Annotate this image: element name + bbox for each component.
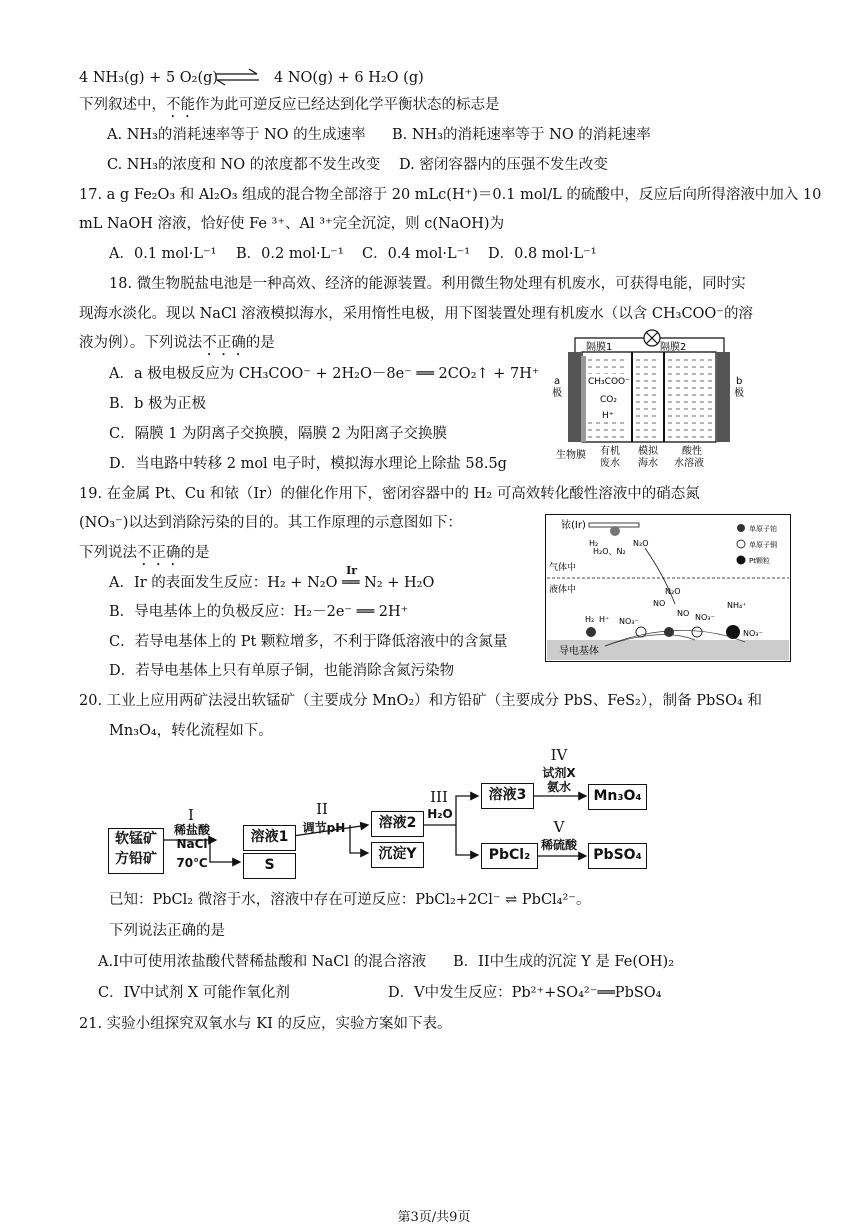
label-acid-1: 酸性 bbox=[682, 446, 702, 457]
fig-n2o-mid: N₂O bbox=[665, 587, 681, 596]
flow-step1-roman: I bbox=[188, 806, 194, 824]
flow-solution2-box: 溶液2 bbox=[371, 811, 424, 837]
q19-line2: (NO₃⁻)以达到消除污染的目的。其工作原理的示意图如下： bbox=[79, 515, 462, 531]
electrode-a bbox=[568, 352, 581, 442]
q18-option-a: A．a 极电极反应为 CH₃COO⁻ + 2H₂O－8e⁻ ══ 2CO₂↑ + 7H⁺ bbox=[109, 366, 540, 382]
q20-option-b: B．II中生成的沉淀 Y 是 Fe(OH)₂ bbox=[453, 954, 675, 970]
label-organic-1: 有机 bbox=[600, 446, 620, 457]
q18-line3-emphasis: 不正确 bbox=[202, 335, 246, 351]
page-footer: 第3页/共9页 bbox=[397, 1210, 471, 1225]
q16-option-c: C. NH₃的浓度和 NO 的浓度都不发生改变 bbox=[107, 157, 381, 173]
flow-mn3o4-box: Mn₃O₄ bbox=[588, 784, 647, 810]
q19-option-c: C．若导电基体上的 Pt 颗粒增多，不利于降低溶液中的含氮量 bbox=[109, 634, 508, 650]
liquid-label: 液体中 bbox=[549, 585, 577, 595]
species-acetate: CH₃COO⁻ bbox=[588, 377, 630, 387]
q16-stem-b: 作为此可逆反应已经达到化学平衡状态的标志是 bbox=[195, 97, 500, 113]
electrode-b-label-2: 极 bbox=[734, 388, 744, 399]
q17-line1: 17. a g Fe₂O₃ 和 Al₂O₃ 组成的混合物全部溶于 20 mLc(H⁺)＝0.1 mol/L 的硫酸中，反应后向所得溶液中加入 10 bbox=[79, 187, 822, 203]
legend-ptparticle-icon bbox=[737, 556, 746, 565]
label-seawater-1: 模拟 bbox=[638, 446, 658, 457]
fig-no-1: NO bbox=[653, 599, 666, 608]
q19-option-d: D．若导电基体上只有单原子铜，也能消除含氮污染物 bbox=[109, 663, 455, 679]
electrode-b-label: b bbox=[736, 376, 743, 387]
q18-option-d: D．当电路中转移 2 mol 电子时，模拟海水理论上除盐 58.5g bbox=[109, 456, 507, 472]
gas-label: 气体中 bbox=[549, 563, 577, 573]
q20-option-d: D．V中发生反应：Pb²⁺+SO₄²⁻══PbSO₄ bbox=[388, 985, 662, 1001]
flow-pbso4-box: PbSO₄ bbox=[588, 843, 647, 869]
legend-pt: 单原子铂 bbox=[749, 525, 777, 533]
q19-catalyst-label: Ir bbox=[346, 564, 358, 577]
flow-solution3-box: 溶液3 bbox=[481, 783, 534, 809]
q16-stem bbox=[79, 95, 500, 121]
membrane1-label: 隔膜1 bbox=[586, 342, 613, 353]
lamp-icon bbox=[644, 330, 660, 346]
flow-precipitate-box: 沉淀Y bbox=[371, 842, 424, 868]
q18-line1: 18. 微生物脱盐电池是一种高效、经济的能源装置。利用微生物处理有机废水，可获得电能，同时实 bbox=[109, 276, 746, 292]
q18-option-c: C．隔膜 1 为阴离子交换膜，隔膜 2 为阳离子交换膜 bbox=[109, 426, 447, 442]
fig-no3-1: NO₃⁻ bbox=[619, 617, 639, 626]
membrane2-label: 隔膜2 bbox=[660, 342, 687, 353]
q17-option-b: B．0.2 mol·L⁻¹ bbox=[236, 246, 344, 262]
q17-option-a: A．0.1 mol·L⁻¹ bbox=[109, 246, 217, 262]
fig-no-2: NO bbox=[677, 609, 690, 618]
legend-cu-icon bbox=[737, 540, 745, 548]
flow-step2-roman: II bbox=[316, 800, 328, 818]
flow-step5-roman: V bbox=[553, 818, 565, 836]
electrode-b bbox=[717, 352, 730, 442]
fig-nh4: NH₄⁺ bbox=[727, 601, 747, 610]
flow-step5-reagent: 稀硫酸 bbox=[540, 838, 577, 852]
q16-stem-a: 下列叙述中， bbox=[79, 97, 166, 113]
fig-h2o-n2: H₂O、N₂ bbox=[593, 547, 626, 556]
q19-line1: 19. 在金属 Pt、Cu 和铱（Ir）的催化作用下，密闭容器中的 H₂ 可高效转化酸性溶液中的硝态氮 bbox=[79, 486, 700, 502]
reversible-arrow-icon bbox=[213, 66, 261, 88]
q19-option-a bbox=[109, 564, 435, 593]
q16-stem-emphasis: 不能 bbox=[166, 97, 195, 113]
electrode-a-label-2: 极 bbox=[552, 388, 562, 399]
q17-line2: mL NaOH 溶液，恰好使 Fe ³⁺、Al ³⁺完全沉淀，则 c(NaOH)为 bbox=[79, 216, 505, 232]
q20-option-c: C．IV中试剂 X 可能作氧化剂 bbox=[98, 985, 290, 1001]
legend-pt-icon bbox=[737, 524, 745, 532]
q19-line3-a: 下列说法 bbox=[79, 545, 137, 561]
flow-step4-roman: IV bbox=[550, 746, 568, 764]
flow-solution1-box: 溶液1 bbox=[243, 825, 296, 851]
base-label: 导电基体 bbox=[559, 646, 599, 657]
q20-stem: 下列说法正确的是 bbox=[109, 923, 225, 939]
label-organic-2: 废水 bbox=[600, 458, 620, 469]
flow-step1-temp: 70℃ bbox=[176, 856, 208, 870]
q19-option-a-right: ══ N₂ + H₂O bbox=[342, 575, 435, 591]
label-biofilm: 生物膜 bbox=[556, 450, 586, 461]
q17-option-d: D．0.8 mol·L⁻¹ bbox=[488, 246, 597, 262]
flow-s-box: S bbox=[243, 853, 296, 879]
q20-line1: 20. 工业上应用两矿法浸出软锰矿（主要成分 MnO₂）和方铅矿（主要成分 PbS、FeS₂），制备 PbSO₄ 和 bbox=[79, 693, 762, 709]
q16-option-d: D. 密闭容器内的压强不发生改变 bbox=[399, 157, 608, 173]
ir-label: 铱(Ir) bbox=[561, 520, 586, 531]
q18-line3 bbox=[79, 333, 275, 359]
flow-step1-reagent: 稀盐酸 NaCl bbox=[173, 823, 210, 851]
q18-cell-diagram bbox=[548, 326, 758, 474]
q18-line2: 现海水淡化。现以 NaCl 溶液模拟海水，采用惰性电极，用下图装置处理有机废水（以含 CH₃COO⁻的溶 bbox=[79, 306, 753, 322]
fig-h2-top: H₂ bbox=[589, 539, 599, 548]
fig-hplus: H⁺ bbox=[599, 615, 610, 624]
q19-line3-b: 的是 bbox=[180, 545, 210, 561]
q17-option-c: C．0.4 mol·L⁻¹ bbox=[362, 246, 471, 262]
q19-option-a-left: A．Ir 的表面发生反应：H₂ + N₂O bbox=[109, 575, 343, 591]
q20-known: 已知：PbCl₂ 微溶于水，溶液中存在可逆反应：PbCl₂+2Cl⁻ ⇌ PbCl₄²⁻。 bbox=[109, 892, 591, 908]
q19-line3 bbox=[79, 543, 210, 569]
electrode-a-label: a bbox=[554, 376, 561, 387]
flow-step4-reagent: 试剂X 氨水 bbox=[542, 766, 576, 794]
q20-line2: Mn₃O₄，转化流程如下。 bbox=[109, 723, 273, 739]
q18-line3-b: 的是 bbox=[245, 335, 275, 351]
ir-particle bbox=[610, 526, 620, 536]
flow-start-box: 软锰矿 方铅矿 bbox=[108, 828, 164, 874]
q18-line3-a: 液为例）。下列说法 bbox=[79, 335, 203, 351]
species-co2: CO₂ bbox=[600, 395, 617, 405]
label-seawater-2: 海水 bbox=[638, 458, 658, 469]
q19-line3-emphasis: 不正确 bbox=[137, 545, 181, 561]
q16-equation-left: 4 NH₃(g) + 5 O₂(g) bbox=[79, 70, 219, 86]
fig-no3-2: NO₃⁻ bbox=[695, 613, 715, 622]
legend-cu: 单原子铜 bbox=[749, 541, 777, 549]
species-h: H⁺ bbox=[602, 411, 614, 421]
q16-equation-right: 4 NO(g) + 6 H₂O (g) bbox=[274, 70, 424, 86]
fig-n2o-top: N₂O bbox=[633, 539, 649, 548]
fig-h2-bottom: H₂ bbox=[585, 615, 595, 624]
legend-ptparticle: Pt颗粒 bbox=[749, 557, 770, 565]
flow-pbcl2-box: PbCl₂ bbox=[481, 843, 538, 869]
q16-option-a: A. NH₃的消耗速率等于 NO 的生成速率 bbox=[107, 127, 366, 143]
q19-option-b: B．导电基体上的负极反应：H₂－2e⁻ ══ 2H⁺ bbox=[109, 604, 409, 620]
q16-option-b: B. NH₃的消耗速率等于 NO 的消耗速率 bbox=[392, 127, 651, 143]
flow-step3-roman: III bbox=[430, 788, 448, 806]
q18-option-b: B．b 极为正极 bbox=[109, 396, 207, 412]
biofilm bbox=[581, 356, 586, 442]
flow-step3-reagent: H₂O bbox=[427, 807, 453, 821]
fig-no3-3: NO₃⁻ bbox=[743, 629, 763, 638]
q19-mechanism-diagram bbox=[545, 514, 791, 662]
label-acid-2: 水溶液 bbox=[674, 458, 704, 469]
q20-option-a: A.I中可使用浓盐酸代替稀盐酸和 NaCl 的混合溶液 bbox=[98, 954, 427, 970]
q21-line1: 21. 实验小组探究双氧水与 KI 的反应，实验方案如下表。 bbox=[79, 1016, 452, 1032]
flow-step2-reagent: 调节pH bbox=[302, 821, 346, 835]
